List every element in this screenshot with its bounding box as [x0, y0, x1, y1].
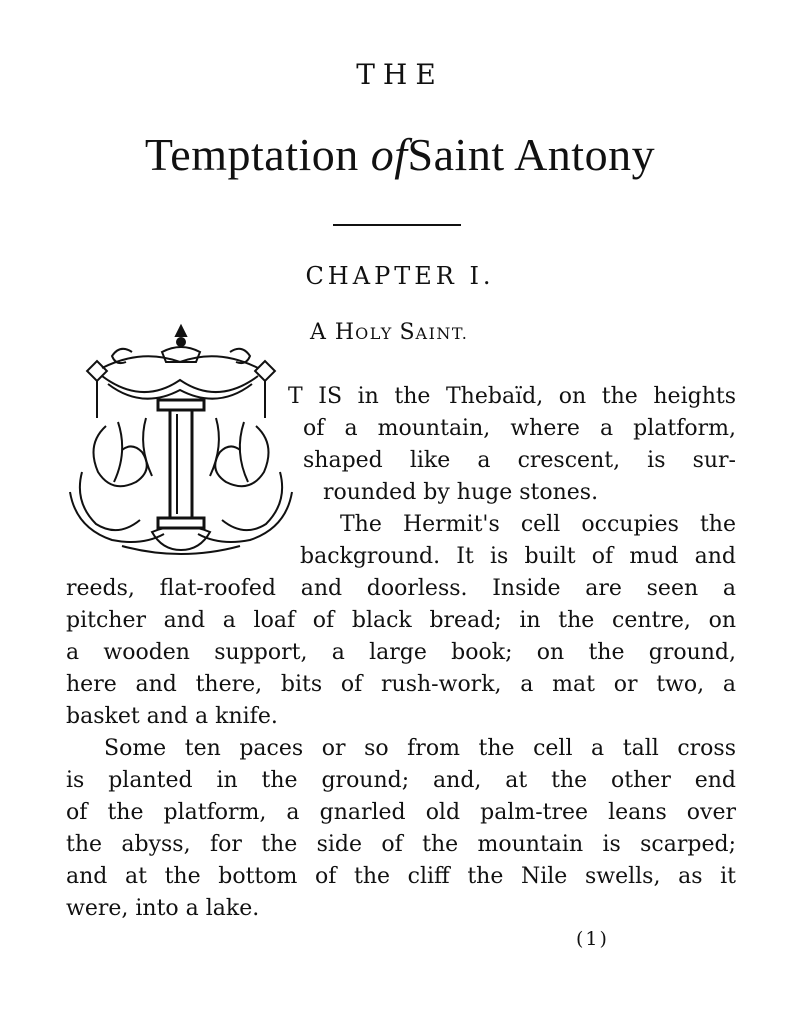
body-line: the abyss, for the side of the mountain is scarped;: [66, 832, 736, 857]
body-line: shaped like a crescent, is sur-: [303, 448, 736, 473]
body-line: here and there, bits of rush-work, a mat or two, a: [66, 672, 736, 697]
title-part-2: Saint Antony: [407, 129, 656, 180]
body-line: of a mountain, where a platform,: [303, 416, 736, 441]
page-title: [0, 128, 800, 181]
body-line: and at the bottom of the cliff the Nile swells, as it: [66, 864, 736, 889]
body-line: were, into a lake.: [66, 896, 260, 921]
body-line: The Hermit's cell occupies the: [340, 512, 736, 537]
subtitle-aint: AINT.: [415, 324, 469, 343]
body-line: a wooden support, a large book; on the ground,: [66, 640, 736, 665]
body-line: Some ten paces or so from the cell a tall cross: [104, 736, 736, 761]
ornamental-initial-icon: [62, 322, 300, 562]
body-line: pitcher and a loaf of black bread; in the centre, on: [66, 608, 736, 633]
subtitle-s: S: [399, 320, 416, 345]
body-line: rounded by huge stones.: [323, 480, 599, 505]
body-line: basket and a knife.: [66, 704, 278, 729]
body-line: T IS in the Thebaïd, on the heights: [288, 384, 736, 409]
title-of: of: [370, 129, 408, 180]
subtitle-a: A: [310, 320, 335, 345]
body-line: background. It is built of mud and: [300, 544, 736, 569]
title-divider: [333, 224, 461, 226]
body-line: of the platform, a gnarled old palm-tree leans over: [66, 800, 736, 825]
chapter-subtitle: [310, 320, 468, 345]
title-part-1: Temptation: [144, 129, 371, 180]
body-line: reeds, flat-roofed and doorless. Inside are seen a: [66, 576, 736, 601]
series-label: THE: [356, 58, 444, 91]
subtitle-oly: OLY: [355, 324, 400, 343]
subtitle-h: H: [334, 320, 356, 345]
body-line: is planted in the ground; and, at the other end: [66, 768, 736, 793]
chapter-heading: CHAPTER I.: [305, 262, 495, 290]
page-number: (1): [576, 928, 609, 950]
